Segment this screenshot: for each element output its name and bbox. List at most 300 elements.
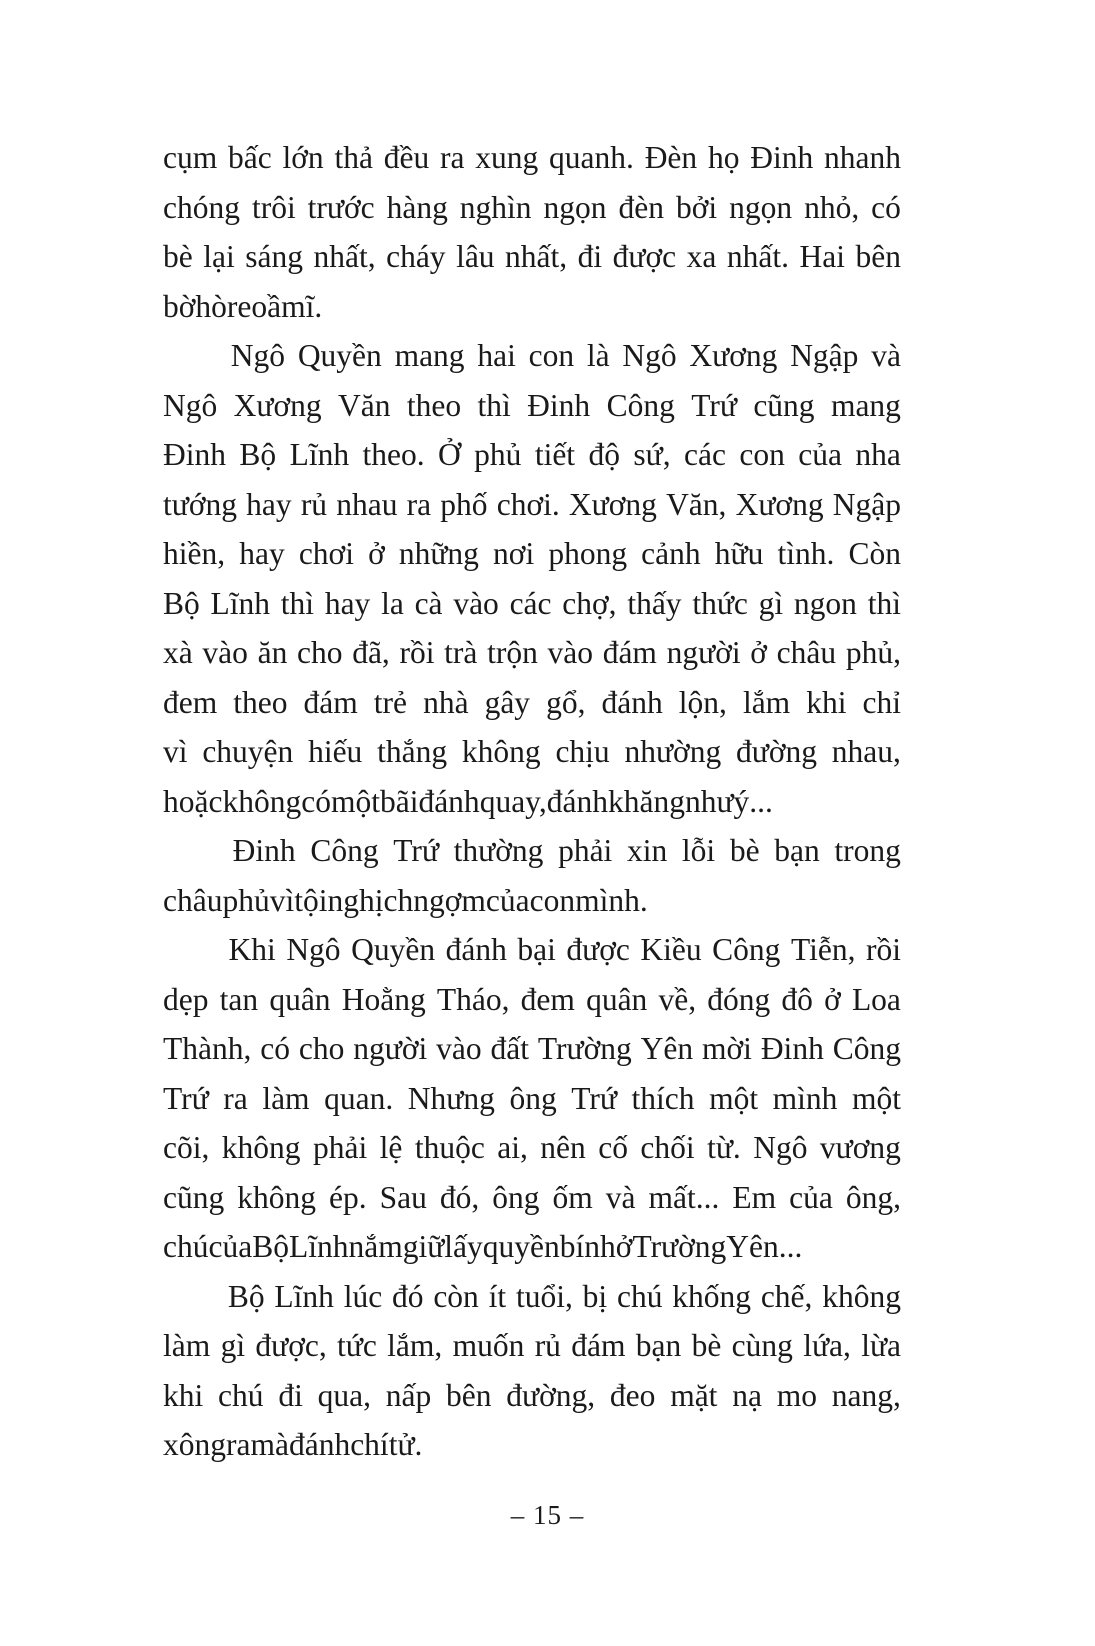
- word: tình.: [777, 536, 835, 571]
- word: nhất,: [313, 239, 376, 274]
- word: nhỏ,: [804, 189, 860, 225]
- word: rồi: [865, 932, 901, 967]
- word: đám: [571, 1328, 626, 1363]
- word: qua,: [317, 1377, 371, 1413]
- word: nang,: [831, 1377, 901, 1413]
- word: được: [566, 932, 630, 967]
- word: cũng: [163, 1179, 225, 1215]
- word: đèn: [618, 189, 664, 225]
- word: chóng: [163, 189, 240, 225]
- word: Ở: [438, 437, 461, 472]
- word: gì: [220, 1328, 246, 1363]
- word: ai,: [497, 1130, 528, 1165]
- word: Hoằng: [341, 981, 426, 1017]
- word: về,: [658, 981, 697, 1017]
- word: Ngô: [163, 387, 218, 423]
- word: Văn: [338, 387, 391, 423]
- word: ra: [440, 140, 465, 175]
- text-line: [163, 1173, 901, 1223]
- word: nhau: [336, 486, 398, 522]
- word: tan: [219, 981, 259, 1017]
- word: phố: [440, 486, 488, 522]
- word: Đèn: [644, 140, 698, 175]
- word: không: [222, 783, 302, 819]
- word: khăng: [607, 783, 685, 819]
- word: của: [789, 1179, 833, 1215]
- word: Ngô: [622, 338, 677, 373]
- text-line: [163, 1371, 901, 1421]
- word: cháy: [386, 239, 446, 274]
- word: tiết: [534, 437, 576, 472]
- word: lứa,: [803, 1328, 851, 1363]
- word: Ngô: [753, 1130, 808, 1165]
- word: nhất,: [505, 239, 568, 274]
- word: lệ: [379, 1130, 403, 1165]
- word: bởi: [675, 189, 718, 225]
- word: Tháo,: [436, 981, 510, 1017]
- text-line: [163, 1420, 901, 1470]
- word: Bộ: [239, 437, 277, 472]
- word: tử.: [388, 1427, 423, 1462]
- word: của: [485, 882, 530, 918]
- word: nhường: [624, 734, 722, 769]
- word: đánh: [288, 1427, 351, 1462]
- paragraph: [163, 1272, 901, 1470]
- text-line: [163, 183, 901, 233]
- text-line: [163, 826, 901, 876]
- word: ầm: [267, 288, 306, 324]
- text-line: [163, 430, 901, 480]
- word: mang: [830, 387, 901, 423]
- word: tội: [294, 882, 328, 918]
- word: gây: [484, 684, 531, 720]
- word: từ.: [707, 1130, 741, 1165]
- word: tức: [337, 1328, 377, 1363]
- word: đô: [781, 981, 813, 1017]
- text-line: [163, 1123, 901, 1173]
- word: thì: [477, 387, 511, 423]
- word: có: [871, 189, 901, 225]
- word: làm: [262, 1080, 310, 1116]
- word: đã,: [352, 635, 390, 670]
- word: Xương: [568, 486, 657, 522]
- word: Đinh: [163, 437, 226, 472]
- word: tuổi,: [515, 1278, 573, 1314]
- word: đóng: [707, 981, 771, 1017]
- text-line: [163, 777, 901, 827]
- word: muốn: [452, 1328, 525, 1363]
- word: xung: [475, 140, 539, 175]
- word: hàng: [386, 189, 448, 225]
- word: Xương: [735, 486, 824, 522]
- word: xin: [626, 833, 668, 868]
- text-line: [163, 282, 901, 332]
- word: của: [798, 437, 842, 472]
- word: trà: [444, 635, 478, 670]
- word: Trứ: [691, 387, 737, 423]
- word: chơi: [298, 536, 354, 571]
- body-text-column: [163, 133, 901, 1470]
- word: quay,: [479, 783, 547, 819]
- paragraph: [163, 826, 901, 925]
- word: không: [237, 1179, 316, 1215]
- word: lúc: [343, 1278, 383, 1314]
- word: nơi: [493, 536, 535, 571]
- word: gì: [758, 585, 784, 621]
- word: vì: [269, 882, 295, 918]
- word: khi: [163, 1377, 204, 1413]
- word: Kiều: [640, 932, 702, 967]
- word: lấy: [444, 1229, 483, 1264]
- word: độ: [588, 437, 620, 472]
- word: rồi: [399, 635, 435, 670]
- word: hoặc: [163, 783, 223, 819]
- word: không: [461, 734, 541, 769]
- word: rủ: [300, 486, 328, 522]
- word: Công: [712, 932, 781, 967]
- word: có: [260, 1031, 290, 1066]
- word: dẹp: [163, 981, 209, 1017]
- word: Sau: [379, 1179, 427, 1215]
- word: theo.: [362, 437, 425, 472]
- word: nhanh: [824, 140, 901, 175]
- word: đều: [383, 140, 430, 175]
- word: phủ: [474, 437, 522, 472]
- word: đánh: [418, 783, 480, 819]
- word: la: [381, 585, 404, 621]
- word: ông,: [845, 1179, 901, 1215]
- word: đem: [520, 981, 575, 1017]
- word: Xương: [233, 387, 322, 423]
- word: đường,: [506, 1377, 596, 1413]
- text-line: [163, 133, 901, 183]
- word: Đinh: [527, 387, 591, 423]
- paragraph-indent: [163, 1272, 218, 1322]
- word: phủ,: [845, 635, 901, 670]
- word: thì: [867, 585, 901, 621]
- word: Yên...: [726, 1229, 803, 1264]
- word: Ngập: [790, 338, 859, 373]
- word: một: [851, 1080, 901, 1116]
- word: bấc: [228, 140, 272, 175]
- word: ngọn: [543, 189, 607, 225]
- word: mang: [394, 338, 465, 373]
- word: thường: [453, 833, 544, 868]
- word: đem: [163, 684, 218, 720]
- word: đường: [736, 734, 817, 769]
- word: đánh: [601, 684, 663, 720]
- word: phải: [558, 833, 613, 868]
- text-line: [163, 1222, 901, 1272]
- word: chí: [350, 1427, 389, 1462]
- word: lớn: [282, 140, 324, 175]
- word: Lĩnh: [274, 1278, 334, 1314]
- text-line: [163, 232, 901, 282]
- word: Khi: [228, 932, 276, 967]
- word: con: [529, 882, 576, 918]
- paragraph: [163, 331, 901, 826]
- word: Trứ: [393, 833, 439, 868]
- word: các: [684, 437, 726, 472]
- word: nhau,: [831, 734, 901, 769]
- word: không: [221, 1130, 301, 1165]
- word: bị: [582, 1278, 608, 1314]
- word: lắm,: [387, 1328, 443, 1363]
- word: cà: [414, 585, 443, 621]
- word: cố: [598, 1130, 628, 1165]
- word: ăn: [257, 635, 288, 670]
- word: con: [739, 437, 785, 472]
- word: đó,: [439, 1179, 480, 1215]
- word: đất: [490, 1031, 529, 1066]
- word: đánh: [546, 783, 608, 819]
- word: sứ,: [633, 437, 671, 472]
- word: chú: [218, 1377, 264, 1413]
- word: mo: [776, 1377, 817, 1413]
- word: quan.: [324, 1080, 394, 1116]
- word: hay: [324, 585, 371, 621]
- word: đi: [278, 1377, 303, 1413]
- word: bính: [559, 1229, 616, 1264]
- word: thắng: [377, 734, 448, 769]
- text-line: [163, 381, 901, 431]
- word: nạ: [732, 1377, 762, 1413]
- word: Ngô: [230, 338, 286, 373]
- word: ông: [492, 1179, 540, 1215]
- word: Trường: [537, 1031, 632, 1066]
- word: trẻ: [373, 684, 408, 720]
- text-line: [163, 925, 901, 975]
- word: một: [330, 783, 380, 819]
- text-line: [163, 1272, 901, 1322]
- text-line: [163, 628, 901, 678]
- word: bè: [163, 239, 193, 274]
- word: còn: [433, 1278, 479, 1314]
- text-line: [163, 529, 901, 579]
- word: phải: [312, 1130, 368, 1165]
- word: cũng: [753, 387, 815, 423]
- word: hay: [246, 486, 292, 522]
- word: chú: [616, 1278, 663, 1314]
- word: vào: [436, 1031, 482, 1066]
- word: bên: [855, 239, 901, 274]
- word: xông: [163, 1427, 226, 1462]
- word: mời: [702, 1031, 752, 1066]
- word: Thành,: [163, 1031, 252, 1066]
- text-line: [163, 579, 901, 629]
- word: thuộc: [414, 1130, 485, 1165]
- word: Đinh: [232, 833, 296, 868]
- word: đám: [602, 635, 657, 670]
- word: bè: [729, 833, 760, 868]
- word: thức: [692, 585, 748, 621]
- word: ở: [824, 981, 841, 1017]
- word: người: [353, 1031, 428, 1066]
- word: Nhưng: [407, 1080, 495, 1116]
- word: Bộ: [227, 1278, 265, 1314]
- text-line: [163, 1024, 901, 1074]
- word: bãi: [379, 783, 419, 819]
- word: quân: [269, 981, 331, 1017]
- word: Trường: [632, 1229, 727, 1264]
- word: chuyện: [202, 734, 294, 769]
- word: không: [822, 1278, 901, 1314]
- word: xà: [163, 635, 193, 670]
- word: cõi,: [163, 1130, 210, 1165]
- word: vương: [819, 1130, 901, 1165]
- word: mặt: [670, 1377, 718, 1413]
- word: reo: [226, 288, 268, 324]
- word: chế,: [760, 1278, 813, 1314]
- word: quyền: [482, 1229, 560, 1264]
- word: bại: [517, 932, 556, 967]
- word: bạn: [774, 833, 820, 868]
- word: nấp: [385, 1377, 432, 1413]
- word: trộn: [487, 635, 538, 670]
- word: Em: [732, 1179, 777, 1215]
- word: chối: [640, 1130, 695, 1165]
- page-number: – 15 –: [510, 1500, 585, 1530]
- word: trước: [307, 189, 375, 225]
- word: hò: [195, 288, 227, 324]
- word: nắm: [348, 1229, 403, 1264]
- word: gổ,: [546, 684, 586, 720]
- text-line: [163, 876, 901, 926]
- word: lỗi: [681, 833, 716, 868]
- word: hiếu: [308, 734, 363, 769]
- word: châu: [776, 635, 837, 670]
- word: chú: [163, 1229, 209, 1264]
- word: và: [605, 1179, 636, 1215]
- word: họ: [707, 140, 740, 175]
- word: người: [666, 635, 741, 670]
- word: vào: [547, 635, 594, 670]
- word: Lĩnh: [210, 585, 271, 621]
- word: châu: [163, 882, 223, 918]
- word: đám: [303, 684, 358, 720]
- word: lại: [203, 239, 235, 274]
- word: cụm: [163, 140, 218, 175]
- word: Quyền: [351, 932, 436, 967]
- paragraph: [163, 133, 901, 331]
- word: quanh.: [549, 140, 634, 175]
- word: mất...: [648, 1179, 720, 1215]
- word: nhà: [423, 684, 469, 720]
- word: con: [528, 338, 575, 373]
- word: những: [398, 536, 479, 571]
- word: chợ,: [562, 585, 617, 621]
- word: Tiễn,: [790, 932, 856, 967]
- word: Bộ: [252, 1229, 289, 1264]
- word: trôi: [251, 189, 296, 225]
- word: thả: [334, 140, 373, 175]
- word: Đinh: [750, 140, 814, 175]
- word: là: [586, 338, 610, 373]
- word: phủ: [222, 882, 270, 918]
- word: Ngập: [832, 486, 901, 522]
- word: theo: [233, 684, 288, 720]
- word: lộn,: [678, 684, 727, 720]
- word: theo: [406, 387, 462, 423]
- word: mình: [772, 1080, 838, 1116]
- word: hay: [239, 536, 285, 571]
- word: được: [612, 239, 677, 274]
- word: ốm: [552, 1179, 593, 1215]
- word: Lĩnh: [289, 437, 350, 472]
- paragraph-indent: [163, 826, 218, 876]
- word: đi: [577, 239, 603, 274]
- word: lừa: [861, 1328, 901, 1363]
- word: quân: [586, 981, 648, 1017]
- text-line: [163, 975, 901, 1025]
- word: ở: [750, 635, 767, 670]
- word: vì: [163, 734, 188, 769]
- word: Văn,: [666, 486, 727, 522]
- text-line: [163, 1074, 901, 1124]
- word: mà: [250, 1427, 289, 1462]
- word: nên: [540, 1130, 586, 1165]
- word: Công: [310, 833, 379, 868]
- word: ý...: [733, 783, 773, 819]
- word: chịu: [555, 734, 610, 769]
- word: ở: [368, 536, 385, 571]
- text-line: [163, 480, 901, 530]
- paragraph-indent: [163, 925, 218, 975]
- word: trong: [834, 833, 901, 868]
- word: và: [871, 338, 901, 373]
- word: chỉ: [862, 684, 901, 720]
- word: tướng: [163, 486, 237, 522]
- word: làm: [163, 1328, 211, 1363]
- word: Công: [606, 387, 675, 423]
- word: cho: [298, 1031, 345, 1066]
- word: thì: [280, 585, 315, 621]
- word: Trứ: [571, 1080, 617, 1116]
- paragraph: [163, 925, 901, 1272]
- word: Trứ: [163, 1080, 209, 1116]
- word: nghịch: [327, 882, 414, 918]
- word: bên: [446, 1377, 492, 1413]
- word: ở: [615, 1229, 633, 1264]
- word: đeo: [609, 1377, 656, 1413]
- word: ép.: [328, 1179, 367, 1215]
- word: Đinh: [760, 1031, 824, 1066]
- word: chơi.: [496, 486, 560, 522]
- word: như: [684, 783, 734, 819]
- word: được,: [255, 1328, 327, 1363]
- word: giữ: [402, 1229, 445, 1264]
- word: thấy: [627, 585, 682, 621]
- word: lâu: [456, 239, 495, 274]
- word: Ngô: [286, 932, 341, 967]
- word: hữu: [714, 536, 764, 571]
- word: cảnh: [641, 536, 701, 571]
- word: thích: [631, 1080, 695, 1116]
- word: ĩ.: [305, 288, 323, 324]
- word: Hai: [799, 239, 845, 274]
- word: Xương: [689, 338, 778, 373]
- word: Công: [832, 1031, 901, 1066]
- word: nghìn: [459, 189, 532, 225]
- word: ra: [223, 1080, 248, 1116]
- word: Bộ: [163, 585, 200, 621]
- word: bè: [691, 1328, 722, 1363]
- word: cho: [297, 635, 343, 670]
- word: ra: [226, 1427, 251, 1462]
- word: đó: [392, 1278, 424, 1314]
- word: của: [208, 1229, 253, 1264]
- word: vào: [453, 585, 499, 621]
